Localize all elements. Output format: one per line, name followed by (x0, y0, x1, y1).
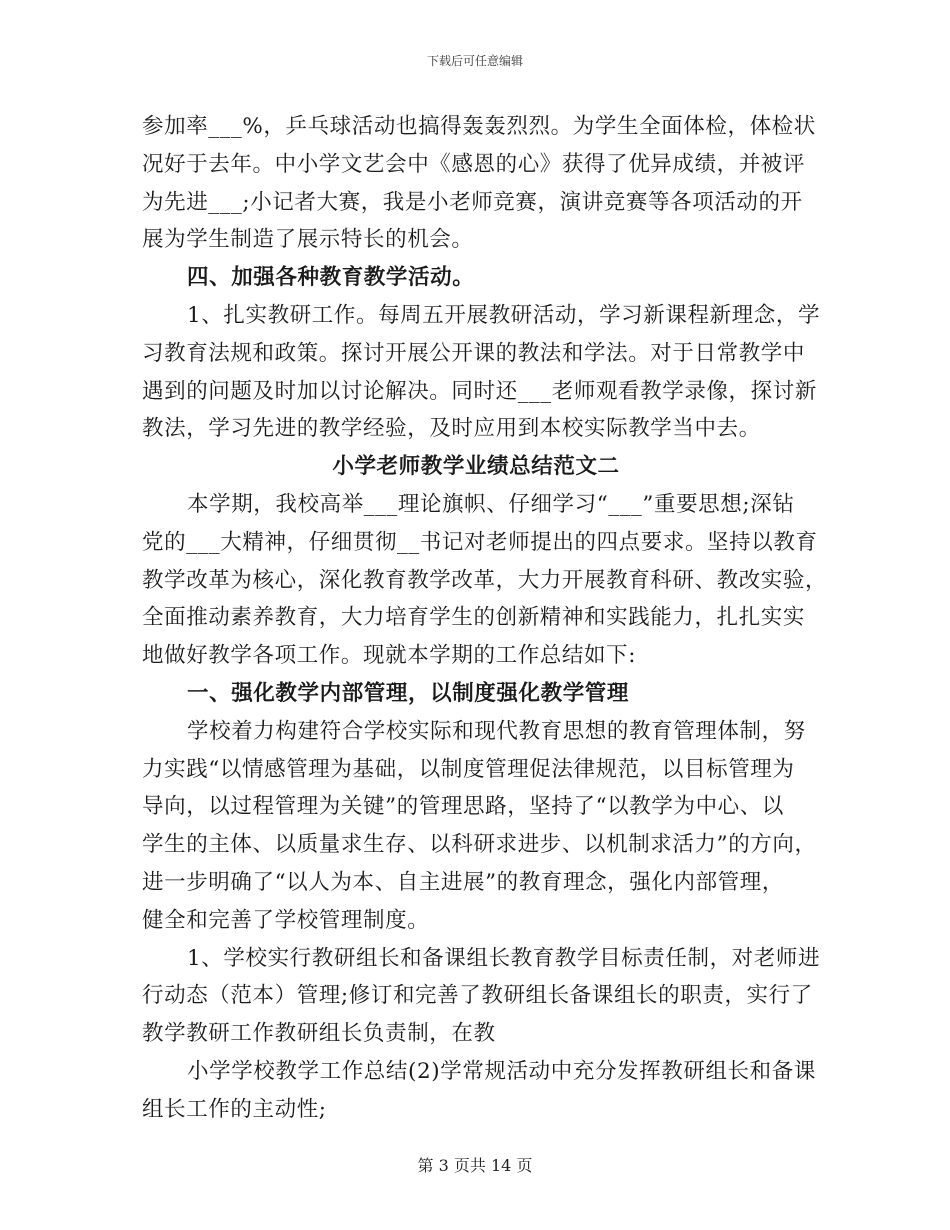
section-heading-line: 四、加强各种教育教学活动。 (187, 265, 475, 291)
document-body (142, 108, 828, 1129)
paragraph-line: 力实践“以情感管理为基础，以制度管理促法律规范，以目标管理为 (142, 756, 795, 782)
paragraph-line: 习教育法规和政策。探讨开展公开课的教法和学法。对于日常教学中 (142, 340, 806, 366)
page-header: 下载后可任意编辑 (426, 54, 523, 68)
paragraph-line: 组长工作的主动性; (142, 1096, 327, 1122)
page-footer: 第 3 页共 14 页 (417, 1156, 533, 1175)
paragraph-line: 参加率___%，乒乓球活动也搞得轰轰烈烈。为学生全面体检，体检状 (142, 114, 816, 139)
paragraph-line: 学校着力构建符合学校实际和现代教育思想的教育管理体制，努 (187, 718, 806, 744)
section-title: 小学老师教学业绩总结范文二 (332, 454, 620, 480)
paragraph-line: 为先进___;小记者大赛，我是小老师竞赛，演讲竞赛等各项活动的开 (142, 189, 803, 215)
paragraph-line: 教学改革为核心，深化教育教学改革，大力开展教育科研、教改实验， (142, 567, 828, 593)
paragraph-line: 本学期，我校高举___理论旗帜、仔细学习“___”重要思想;深钻 (187, 491, 795, 517)
paragraph-line: 进一步明确了“以人为本、自主进展”的教育理念，强化内部管理， (142, 869, 784, 895)
paragraph-line: 遇到的问题及时加以讨论解决。同时还___老师观看教学录像，探讨新 (142, 378, 817, 404)
paragraph-line: 况好于去年。中小学文艺会中《感恩的心》获得了优异成绩，并被评 (142, 151, 806, 177)
paragraph-line: 健全和完善了学校管理制度。 (142, 907, 430, 933)
paragraph-line: 党的___大精神，仔细贯彻__书记对老师提出的四点要求。坚持以教育 (142, 529, 818, 555)
paragraph-line: 教法，学习先进的教学经验，及时应用到本校实际教学当中去。 (142, 416, 761, 442)
paragraph-line: 1、扎实教研工作。每周五开展教研活动，学习新课程新理念，学 (187, 302, 821, 328)
paragraph-line: 行动态（范本）管理;修订和完善了教研组长备课组长的职责，实行了 (142, 983, 813, 1009)
paragraph-line: 学生的主体、以质量求生存、以科研求进步、以机制求活力”的方向， (142, 832, 817, 858)
paragraph-line: 全面推动素养教育，大力培育学生的创新精神和实践能力，扎扎实实 (142, 605, 806, 631)
paragraph-line: 1、学校实行教研组长和备课组长教育教学目标责任制，对老师进 (187, 945, 821, 971)
paragraph-line: 小学学校教学工作总结(2)学常规活动中充分发挥教研组长和备课 (187, 1058, 816, 1084)
section-heading-line: 一、强化教学内部管理，以制度强化教学管理 (187, 680, 630, 706)
paragraph-line: 展为学生制造了展示特长的机会。 (142, 227, 474, 253)
paragraph-line: 教学教研工作教研组长负责制，在教 (142, 1021, 496, 1047)
paragraph-line: 导向，以过程管理为关键”的管理思路，坚持了“以教学为中心、以 (142, 794, 784, 820)
paragraph-line: 地做好教学各项工作。现就本学期的工作总结如下: (142, 643, 637, 669)
